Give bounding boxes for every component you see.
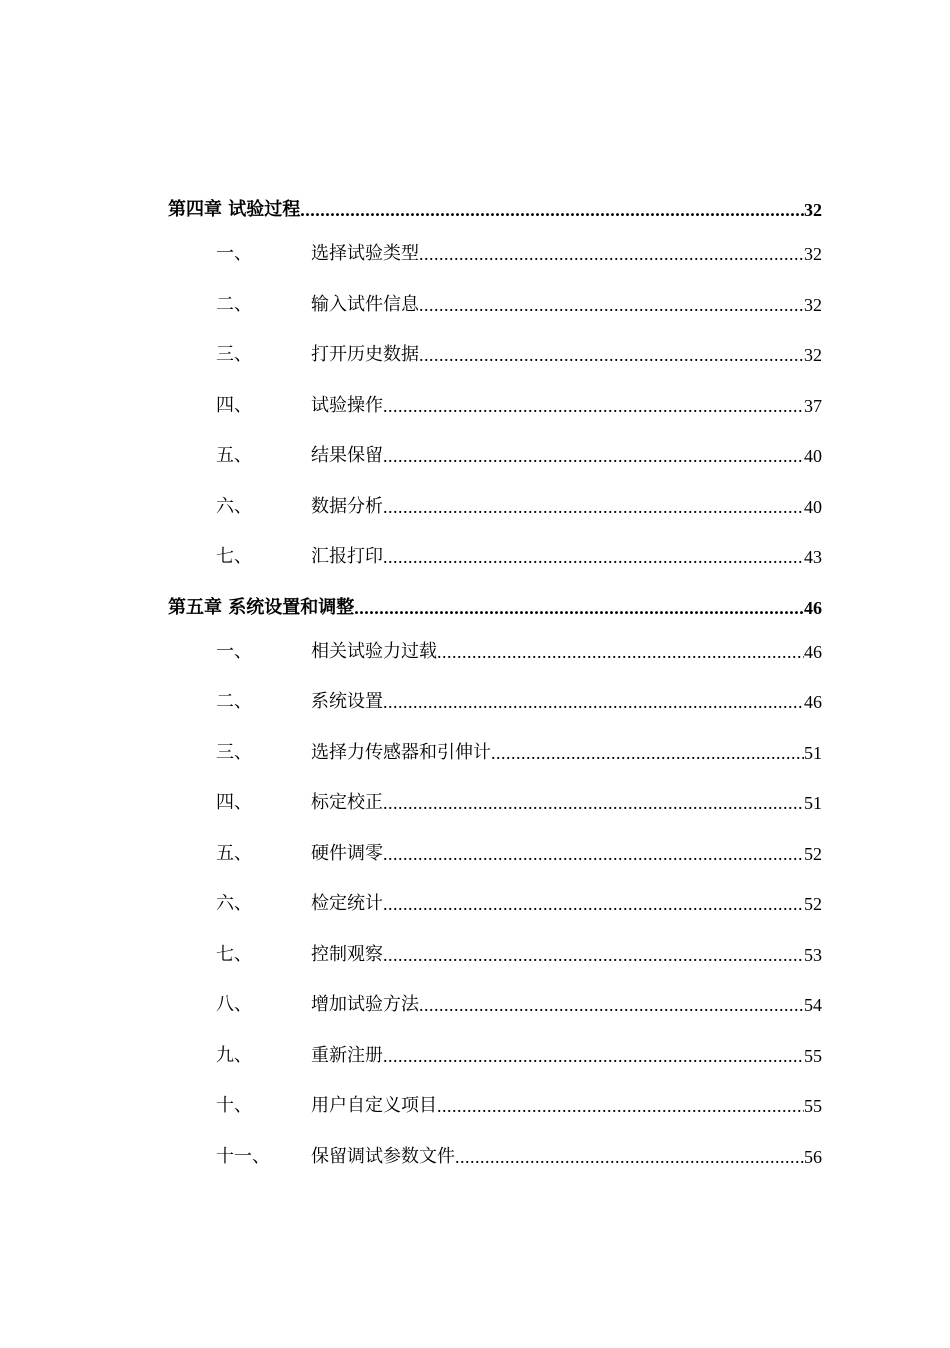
section-title: 选择力传感器和引伸计 xyxy=(311,741,491,763)
dot-leader xyxy=(383,688,804,716)
section-page-number: 32 xyxy=(804,294,822,315)
dot-leader xyxy=(383,392,804,420)
dot-leader xyxy=(383,789,804,817)
toc-section-entry[interactable] xyxy=(168,987,822,1038)
section-title: 试验操作 xyxy=(311,394,383,416)
toc-section-entry[interactable] xyxy=(168,539,822,590)
section-page-number: 52 xyxy=(804,843,822,864)
dot-leader xyxy=(383,493,804,521)
section-number: 一、 xyxy=(216,243,252,264)
toc-section-entry[interactable] xyxy=(168,735,822,786)
toc-section-entry[interactable] xyxy=(168,886,822,937)
toc-section-entry[interactable] xyxy=(168,684,822,735)
section-number: 五、 xyxy=(216,842,252,864)
dot-leader xyxy=(383,442,804,470)
section-title: 选择试验类型 xyxy=(311,243,419,264)
toc-section-entry[interactable] xyxy=(168,1038,822,1089)
section-page-number: 52 xyxy=(804,894,822,914)
section-number: 五、 xyxy=(216,445,252,466)
chapter-page-number: 32 xyxy=(804,200,822,220)
dot-leader xyxy=(491,739,804,767)
section-page-number: 51 xyxy=(804,742,822,763)
section-number: 二、 xyxy=(216,293,252,315)
section-title: 检定统计 xyxy=(311,893,383,914)
toc-chapter-entry[interactable] xyxy=(168,590,822,634)
section-title: 系统设置 xyxy=(311,691,383,712)
toc-section-entry[interactable] xyxy=(168,1088,822,1139)
toc-section-entry[interactable] xyxy=(168,287,822,338)
section-page-number: 54 xyxy=(804,995,822,1015)
section-number: 六、 xyxy=(216,893,252,914)
dot-leader xyxy=(419,991,804,1019)
section-page-number: 46 xyxy=(804,692,822,712)
table-of-contents xyxy=(168,192,822,1189)
toc-section-entry[interactable] xyxy=(168,785,822,836)
dot-leader xyxy=(419,341,804,369)
chapter-title: 第五章 系统设置和调整 xyxy=(168,596,355,618)
toc-section-entry[interactable] xyxy=(168,1139,822,1190)
dot-leader xyxy=(383,543,804,571)
section-number: 六、 xyxy=(216,495,252,517)
section-number: 一、 xyxy=(216,640,252,662)
toc-section-entry[interactable] xyxy=(168,489,822,540)
section-number: 十、 xyxy=(216,1095,252,1116)
section-title: 用户自定义项目 xyxy=(311,1095,437,1116)
section-number: 四、 xyxy=(216,792,252,813)
section-title: 控制观察 xyxy=(311,943,383,965)
section-page-number: 43 xyxy=(804,547,822,567)
dot-leader xyxy=(437,1092,804,1120)
dot-leader xyxy=(437,638,804,666)
section-number: 三、 xyxy=(216,741,252,763)
dot-leader xyxy=(455,1143,804,1171)
dot-leader xyxy=(383,840,804,868)
section-title: 保留调试参数文件 xyxy=(311,1145,455,1167)
dot-leader xyxy=(300,196,804,224)
section-title: 相关试验力过载 xyxy=(311,640,437,662)
section-number: 三、 xyxy=(216,344,252,365)
section-number: 四、 xyxy=(216,394,252,416)
section-number: 十一、 xyxy=(216,1145,270,1167)
section-title: 结果保留 xyxy=(311,445,383,466)
section-page-number: 55 xyxy=(804,1096,822,1116)
section-page-number: 46 xyxy=(804,641,822,662)
section-number: 二、 xyxy=(216,691,252,712)
dot-leader xyxy=(383,890,804,918)
section-title: 输入试件信息 xyxy=(311,293,419,315)
chapter-title: 第四章 试验过程 xyxy=(168,199,301,220)
toc-section-entry[interactable] xyxy=(168,438,822,489)
section-title: 数据分析 xyxy=(311,495,383,517)
section-title: 标定校正 xyxy=(311,792,383,813)
toc-section-entry[interactable] xyxy=(168,836,822,887)
section-page-number: 40 xyxy=(804,496,822,517)
section-number: 七、 xyxy=(216,546,252,567)
section-page-number: 40 xyxy=(804,446,822,466)
section-page-number: 55 xyxy=(804,1045,822,1066)
toc-chapter-entry[interactable] xyxy=(168,192,822,236)
section-number: 七、 xyxy=(216,943,252,965)
toc-section-entry[interactable] xyxy=(168,388,822,439)
section-title: 增加试验方法 xyxy=(311,994,419,1015)
section-title: 打开历史数据 xyxy=(311,344,419,365)
toc-section-entry[interactable] xyxy=(168,634,822,685)
section-page-number: 37 xyxy=(804,395,822,416)
section-page-number: 56 xyxy=(804,1146,822,1167)
section-page-number: 32 xyxy=(804,244,822,264)
toc-section-entry[interactable] xyxy=(168,937,822,988)
section-title: 硬件调零 xyxy=(311,842,383,864)
chapter-page-number: 46 xyxy=(804,597,822,618)
dot-leader xyxy=(383,941,804,969)
dot-leader xyxy=(419,240,804,268)
section-page-number: 51 xyxy=(804,793,822,813)
section-page-number: 53 xyxy=(804,944,822,965)
section-number: 九、 xyxy=(216,1044,252,1066)
dot-leader xyxy=(383,1042,804,1070)
toc-section-entry[interactable] xyxy=(168,236,822,287)
section-number: 八、 xyxy=(216,994,252,1015)
toc-section-entry[interactable] xyxy=(168,337,822,388)
dot-leader xyxy=(354,594,804,622)
section-page-number: 32 xyxy=(804,345,822,365)
dot-leader xyxy=(419,291,804,319)
section-title: 汇报打印 xyxy=(311,546,383,567)
section-title: 重新注册 xyxy=(311,1044,383,1066)
